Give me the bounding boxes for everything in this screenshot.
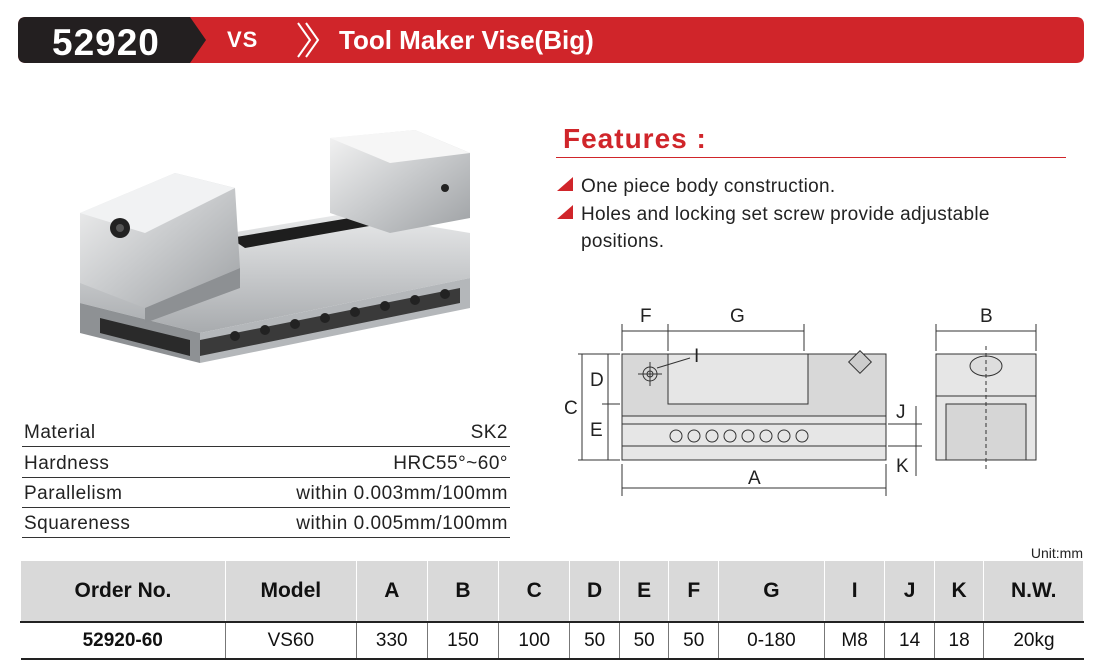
dim-label-e: E	[590, 420, 603, 441]
table-header-cell: F	[669, 561, 719, 622]
spec-label: Squareness	[24, 513, 131, 534]
table-cell: 50	[570, 622, 620, 659]
spec-divider	[22, 537, 510, 538]
product-title: Tool Maker Vise(Big)	[339, 25, 594, 55]
dim-label-d: D	[590, 370, 604, 391]
spec-value: within 0.003mm/100mm	[296, 483, 508, 504]
spec-row-material	[22, 417, 510, 447]
unit-label: Unit:mm	[1030, 545, 1083, 561]
series-code: VS	[227, 27, 259, 52]
dimension-drawing	[560, 296, 1080, 506]
table-cell: M8	[824, 622, 884, 659]
product-code: 52920	[52, 22, 160, 63]
table-cell: 52920-60	[82, 629, 163, 651]
table-header-cell: K	[934, 561, 984, 622]
table-row	[21, 622, 1084, 659]
table-cell: 150	[427, 622, 498, 659]
table-cell: 100	[499, 622, 570, 659]
spec-divider	[22, 446, 510, 447]
spec-row-parallelism	[22, 478, 510, 508]
dim-label-f: F	[640, 306, 652, 327]
vise-photo	[60, 118, 480, 408]
table-header-row	[21, 561, 1084, 622]
dim-label-a: A	[748, 468, 761, 489]
table-cell: 0-180	[719, 622, 825, 659]
table-header-cell: J	[885, 561, 935, 622]
bullet-triangle-icon	[557, 177, 573, 191]
table-header-cell: G	[719, 561, 825, 622]
dim-label-c: C	[564, 398, 578, 419]
table-cell: 14	[885, 622, 935, 659]
spec-value: within 0.005mm/100mm	[296, 513, 508, 534]
spec-value: SK2	[470, 422, 508, 443]
table-cell: 20kg	[984, 622, 1084, 659]
dim-label-k: K	[896, 456, 909, 477]
table-header-cell: B	[427, 561, 498, 622]
table-cell: 330	[356, 622, 427, 659]
dim-label-i: I	[694, 346, 700, 367]
table-header-cell: A	[356, 561, 427, 622]
features-divider	[556, 157, 1066, 158]
dim-label-j: J	[896, 402, 906, 423]
spec-row-squareness	[22, 508, 510, 538]
spec-label: Parallelism	[24, 483, 123, 504]
table-header-cell: Order No.	[21, 561, 226, 622]
table-cell: 50	[619, 622, 669, 659]
spec-table	[20, 561, 1084, 660]
dim-label-b: B	[980, 306, 993, 327]
table-header-cell: C	[499, 561, 570, 622]
features-title: Features :	[563, 123, 707, 154]
table-cell: 18	[934, 622, 984, 659]
spec-label: Hardness	[24, 453, 110, 474]
feature-item: One piece body construction.	[557, 173, 1077, 200]
table-header-cell: D	[570, 561, 620, 622]
bullet-triangle-icon	[557, 205, 573, 219]
table-header-cell: I	[824, 561, 884, 622]
table-header-cell: Model	[225, 561, 356, 622]
feature-item: Holes and locking set screw provide adjustable positions.	[557, 201, 1077, 255]
header-banner	[18, 17, 1084, 63]
table-header-cell: E	[619, 561, 669, 622]
spec-label: Material	[24, 422, 96, 443]
table-cell: VS60	[225, 622, 356, 659]
spec-value: HRC55°~60°	[393, 453, 508, 474]
dim-label-g: G	[730, 306, 745, 327]
table-cell: 50	[669, 622, 719, 659]
table-header-cell: N.W.	[984, 561, 1084, 622]
spec-row-hardness	[22, 448, 510, 478]
